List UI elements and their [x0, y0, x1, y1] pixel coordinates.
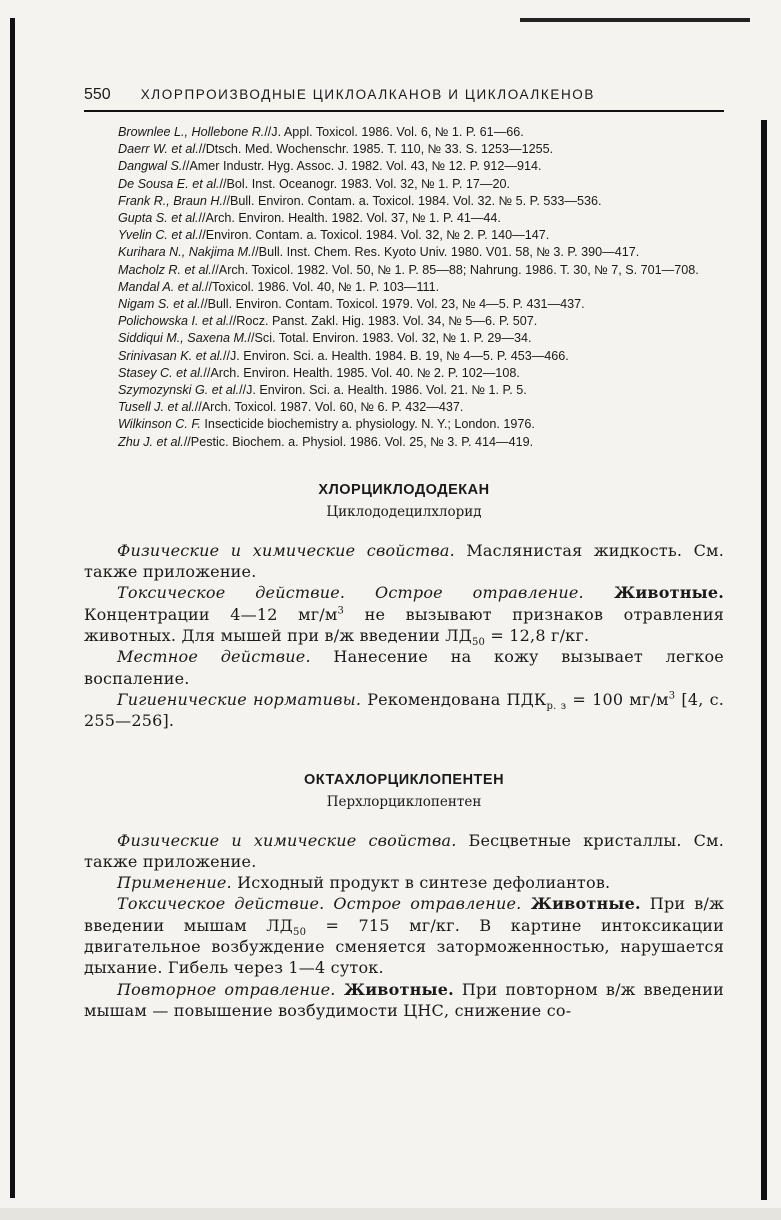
reference-source: //Dtsch. Med. Wochenschr. 1985. T. 110, № 33. S. 1253—1255.: [198, 142, 554, 157]
paragraph-toxic-action: Токсическое действие. Острое отравление. Животные. При в/ж введении мышам $ЛД_{50} = 715$ мг/кг. В картине интоксикации двигательное возбуждение сменяется заторможенностью, нарушается дыхание. Гибель через 1—4 суток.: [84, 894, 725, 978]
book-page: [84, 86, 724, 1021]
paragraph-hygiene-norms: Гигиенические нормативы. Рекомендована $ПДК_{р. з} = 100$ $мг/м^3$ [4, с. 255—256].: [84, 689, 725, 731]
reference-authors: Srinivasan K. et al.: [118, 348, 223, 363]
reference-item: [84, 262, 724, 279]
reference-source: //Toxicol. 1986. Vol. 40, № 1. P. 103—111.: [205, 279, 440, 294]
reference-authors: Yvelin C. et al.: [118, 228, 199, 243]
reference-source: //Environ. Contam. a. Toxicol. 1984. Vol. 32, № 2. P. 140—147.: [198, 228, 550, 243]
scan-border-top: [520, 18, 750, 22]
reference-authors: Daerr W. et al.: [118, 142, 199, 157]
running-title: ХЛОРПРОИЗВОДНЫЕ ЦИКЛОАЛКАНОВ И ЦИКЛОАЛКЕНОВ: [140, 87, 596, 102]
reference-authors: Gupta S. et al.: [118, 211, 199, 226]
reference-source: //Bull. Inst. Chem. Res. Kyoto Univ. 1980. V01. 58, № 3. P. 390—417.: [251, 245, 640, 260]
reference-item: [84, 365, 724, 382]
paragraph-physical-properties: Физические и химические свойства. Бесцветные кристаллы. См. также приложение.: [84, 830, 724, 871]
reference-item: [84, 382, 724, 399]
reference-authors: De Sousa E. et al.: [118, 176, 220, 191]
page-number: 550: [84, 86, 111, 103]
reference-authors: Frank R., Braun H.: [118, 193, 223, 208]
section-octachlorocyclopentene: [84, 772, 724, 1022]
reference-item: [84, 399, 724, 416]
reference-authors: Brownlee L., Hollebone R.: [118, 125, 265, 139]
section-title: ХЛОРЦИКЛОДОДЕКАН: [318, 481, 490, 498]
reference-item: [84, 434, 724, 451]
reference-source: //J. Appl. Toxicol. 1986. Vol. 6, № 1. P. 61—66.: [264, 125, 524, 139]
reference-item: [84, 244, 724, 261]
reference-authors: Mandal A. et al.: [118, 279, 206, 294]
reference-source: //Arch. Toxicol. 1982. Vol. 50, № 1. P. 85—88; Nahrung. 1986. T. 30, № 7, S. 701—708.: [211, 262, 699, 277]
section-title: ОКТАХЛОРЦИКЛОПЕНТЕН: [303, 771, 505, 788]
reference-item: [84, 158, 724, 175]
reference-item: [84, 210, 724, 227]
reference-authors: Zhu J. et al.: [118, 434, 184, 449]
reference-source: //Pestic. Biochem. a. Physiol. 1986. Vol. 25, № 3. P. 414—419.: [183, 434, 534, 449]
paragraph-toxic-action: Токсическое действие. Острое отравление. Животные. Концентрации 4—12 $мг/м^3$ не вызывают признаков отравления животных. Для мышей при в/ж введении $ЛД_{50} = 12,8$ г/кг.: [84, 583, 725, 649]
paragraph-physical-properties: Физические и химические свойства. Маслянистая жидкость. См. также приложение.: [84, 540, 724, 582]
reference-authors: Dangwal S.: [118, 159, 183, 174]
reference-authors: Kurihara N., Nakjima M.: [118, 245, 252, 260]
reference-source: //Sci. Total. Environ. 1983. Vol. 32, № 1. P. 29—34.: [247, 331, 532, 346]
reference-item: [84, 330, 724, 347]
reference-list: [84, 124, 724, 451]
reference-source: //Arch. Environ. Health. 1985. Vol. 40. № 2. P. 102—108.: [203, 365, 520, 380]
reference-source: //Bol. Inst. Oceanogr. 1983. Vol. 32, № 1. P. 17—20.: [219, 176, 511, 191]
reference-item: [84, 416, 724, 433]
reference-source: //Arch. Toxicol. 1987. Vol. 60, № 6. P. 432—437.: [194, 400, 464, 415]
paragraph-application: Применение. Исходный продукт в синтезе дефолиантов.: [117, 873, 611, 893]
reference-source: //J. Environ. Sci. a. Health. 1984. B. 19, № 4—5. P. 453—466.: [223, 348, 569, 363]
reference-source: //J. Environ. Sci. a. Health. 1986. Vol. 21. № 1. P. 5.: [239, 383, 527, 398]
scan-border-bottom: [0, 1208, 781, 1220]
reference-authors: Macholz R. et al.: [118, 262, 212, 277]
reference-source: //Amer Industr. Hyg. Assoc. J. 1982. Vol. 43, № 12. P. 912—914.: [182, 159, 542, 174]
reference-authors: Szymozynski G. et al.: [118, 383, 240, 398]
reference-authors: Stasey C. et al.: [118, 365, 204, 380]
reference-source: //Bull. Environ. Contam. Toxicol. 1979. Vol. 23, № 4—5. P. 431—437.: [200, 297, 585, 312]
running-head: [84, 86, 724, 112]
reference-item: [84, 176, 724, 193]
reference-source: //Rocz. Panst. Zakl. Hig. 1983. Vol. 34, № 5—6. P. 507.: [229, 314, 538, 329]
reference-item: [84, 296, 724, 313]
reference-authors: Nigam S. et al.: [118, 297, 201, 312]
reference-source: //Arch. Environ. Health. 1982. Vol. 37, № 1. P. 41—44.: [198, 211, 501, 226]
section-subtitle: Перхлорциклопентен: [326, 793, 482, 810]
reference-source: //Bull. Environ. Contam. a. Toxicol. 1984. Vol. 32. № 5. P. 533—536.: [222, 193, 602, 208]
reference-authors: Siddiqui M., Saxena M.: [118, 331, 248, 346]
reference-item: [84, 141, 724, 158]
reference-item: [84, 348, 724, 365]
section-subtitle: Циклододецилхлорид: [326, 503, 482, 520]
reference-authors: Wilkinson C. F.: [118, 417, 201, 432]
scan-border-left: [10, 18, 15, 1198]
reference-item: [84, 193, 724, 210]
reference-authors: Tusell J. et al.: [118, 400, 195, 415]
paragraph-local-action: Местное действие. Нанесение на кожу вызывает легкое воспаление.: [84, 647, 724, 688]
reference-authors: Polichowska I. et al.: [118, 314, 230, 329]
reference-source: Insecticide biochemistry a. physiology. N. Y.; London. 1976.: [200, 417, 535, 432]
reference-item: [84, 227, 724, 244]
reference-item: [84, 124, 724, 141]
section-chlorocyclododecane: [84, 482, 724, 732]
reference-item: [84, 313, 724, 330]
paragraph-repeated-poisoning: Повторное отравление. Животные. При повторном в/ж введении мышам — повышение возбудимости ЦНС, снижение со-: [84, 979, 724, 1020]
scan-border-right: [761, 120, 767, 1200]
reference-item: [84, 279, 724, 296]
